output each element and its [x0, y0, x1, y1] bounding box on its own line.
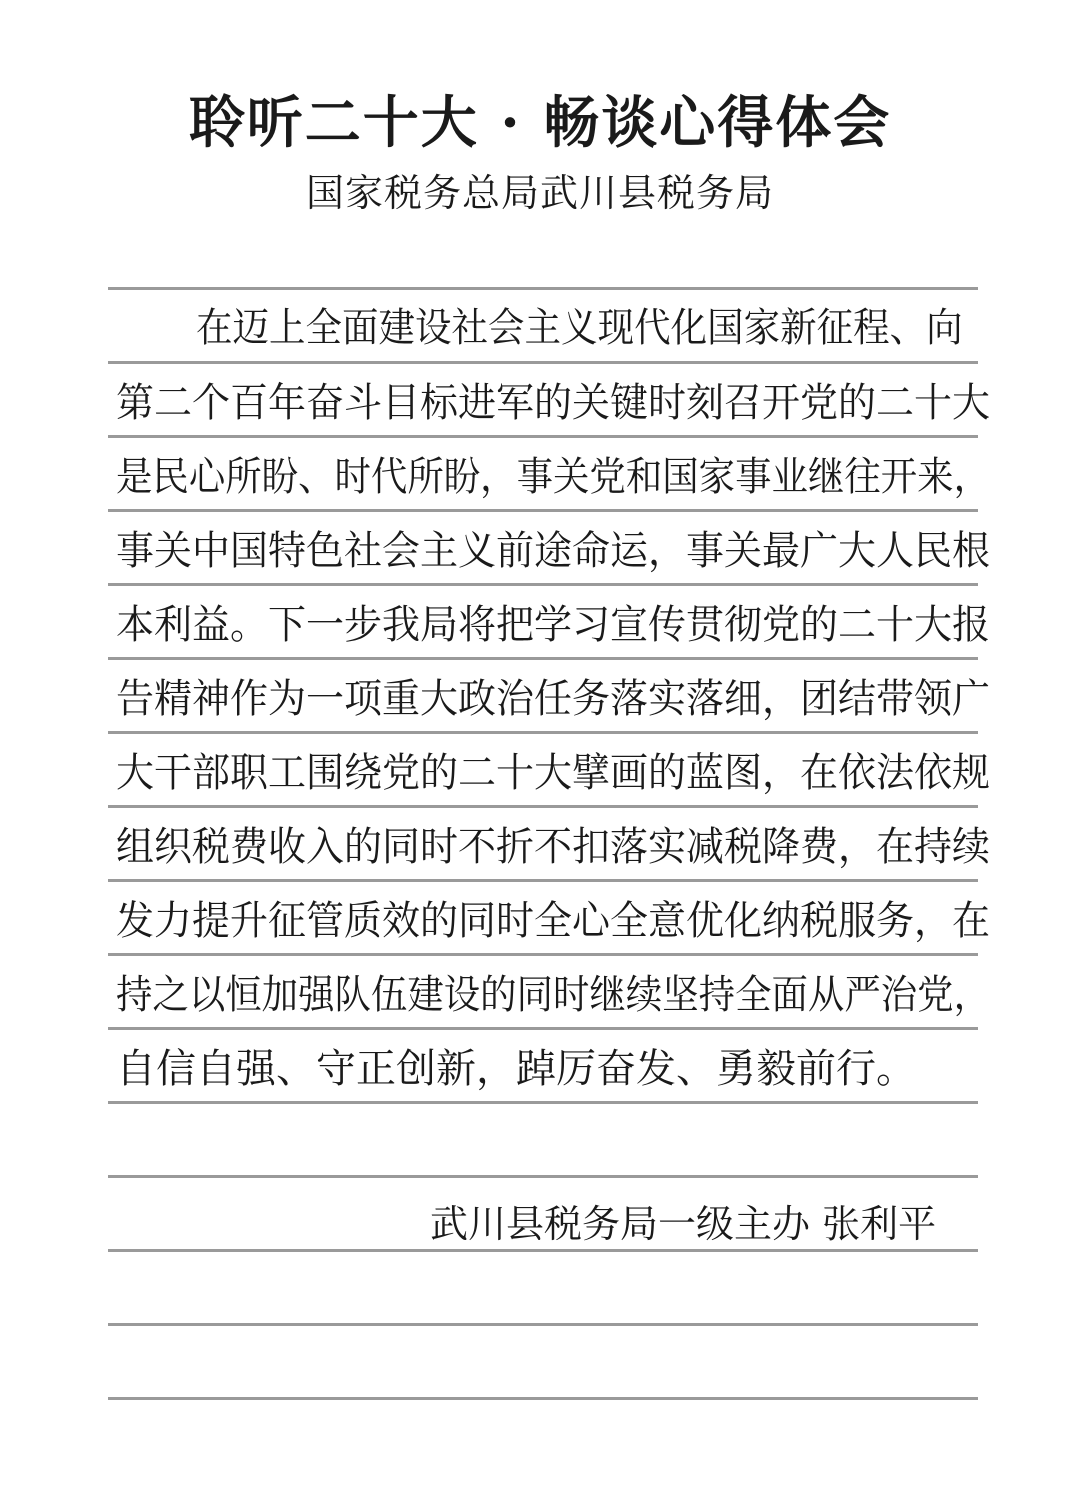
- body-line: 大干部职工围绕党的二十大擘画的蓝图，在依法依规: [116, 750, 990, 796]
- body-line: 第二个百年奋斗目标进军的关键时刻召开党的二十大: [116, 380, 990, 426]
- body-line: 是民心所盼、时代所盼，事关党和国家事业继往开来，: [116, 454, 990, 500]
- ruled-line: [108, 1175, 978, 1178]
- ruled-line: [108, 1101, 978, 1104]
- ruled-line: [108, 953, 978, 956]
- body-line: 在迈上全面建设社会主义现代化国家新征程、向: [196, 305, 963, 351]
- ruled-line: [108, 435, 978, 438]
- ruled-line: [108, 287, 978, 290]
- body-line: 事关中国特色社会主义前途命运，事关最广大人民根: [116, 528, 990, 574]
- ruled-line: [108, 731, 978, 734]
- ruled-line: [108, 879, 978, 882]
- page-subtitle: 国家税务总局武川县税务局: [305, 171, 774, 215]
- ruled-line: [108, 361, 978, 364]
- ruled-line: [108, 1323, 978, 1326]
- ruled-line: [108, 1027, 978, 1030]
- ruled-line: [108, 583, 978, 586]
- page-title: 聆听二十大 · 畅谈心得体会: [188, 90, 892, 156]
- signature: 武川县税务局一级主办 张利平: [430, 1202, 937, 1246]
- body-line: 组织税费收入的同时不折不扣落实减税降费，在持续: [116, 824, 990, 870]
- body-line: 本利益。下一步我局将把学习宣传贯彻党的二十大报: [116, 602, 990, 648]
- body-line: 自信自强、守正创新，踔厉奋发、勇毅前行。: [116, 1046, 916, 1092]
- ruled-line: [108, 509, 978, 512]
- body-line: 发力提升征管质效的同时全心全意优化纳税服务，在: [116, 898, 990, 944]
- body-line: 持之以恒加强队伍建设的同时继续坚持全面从严治党，: [116, 972, 990, 1018]
- ruled-line: [108, 1397, 978, 1400]
- body-line: 告精神作为一项重大政治任务落实落细，团结带领广: [116, 676, 990, 722]
- ruled-line: [108, 805, 978, 808]
- ruled-line: [108, 657, 978, 660]
